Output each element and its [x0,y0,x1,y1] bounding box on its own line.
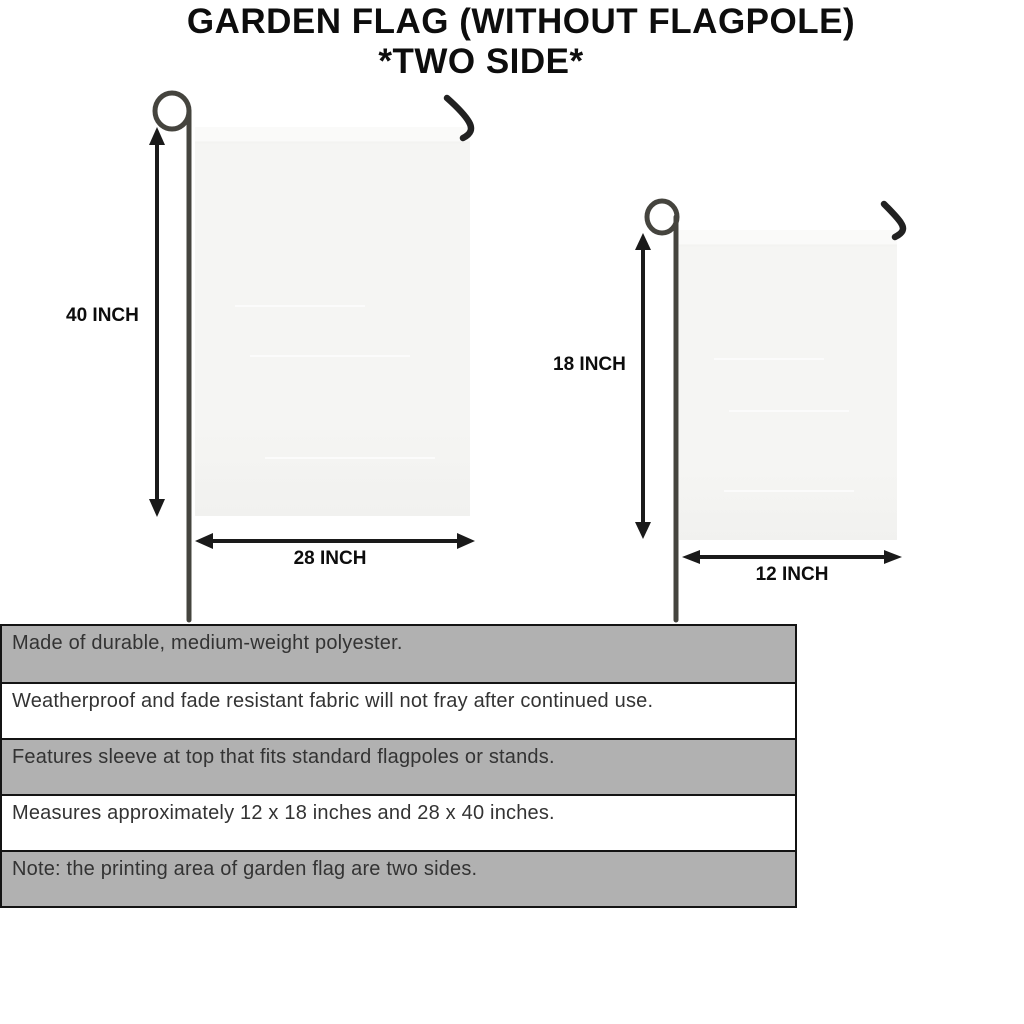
arrow-right-icon [884,550,902,564]
feature-text: Weatherproof and fade resistant fabric will not fray after continued use. [12,690,654,712]
arrow-up-icon [635,233,651,250]
feature-row [2,626,795,682]
fabric-wrinkle [235,305,365,307]
fabric-wrinkle [714,358,824,360]
small-flag-panel [679,230,897,540]
feature-row [2,794,795,850]
width-label-large: 28 INCH [293,548,367,569]
feature-text: Note: the printing area of garden flag are two sides. [12,858,478,880]
arrow-left-icon [682,550,700,564]
feature-row [2,850,795,906]
flagpole-loop-icon [647,201,677,233]
arrow-left-icon [195,533,213,549]
feature-row [2,682,795,738]
height-label-large: 40 INCH [66,305,139,326]
title-block [0,2,1024,82]
flagpole-loop-icon [155,93,189,129]
page-subtitle: *TWO SIDE* [378,42,584,81]
arrow-down-icon [149,499,165,517]
fabric-wrinkle [265,457,435,459]
feature-text: Features sleeve at top that fits standard flagpoles or stands. [12,746,555,768]
height-label-small: 18 INCH [553,354,626,375]
page-title: GARDEN FLAG (WITHOUT FLAGPOLE) [186,2,856,41]
arrow-right-icon [457,533,475,549]
arrow-down-icon [635,522,651,539]
feature-row [2,738,795,794]
fabric-wrinkle [250,355,410,357]
large-flag-panel [195,127,470,516]
feature-list [0,624,797,908]
fabric-wrinkle [724,490,854,492]
width-label-small: 12 INCH [755,564,829,585]
fabric-wrinkle [729,410,849,412]
feature-text: Measures approximately 12 x 18 inches and 28 x 40 inches. [12,802,555,824]
feature-text: Made of durable, medium-weight polyester. [12,632,403,654]
arrow-up-icon [149,127,165,145]
